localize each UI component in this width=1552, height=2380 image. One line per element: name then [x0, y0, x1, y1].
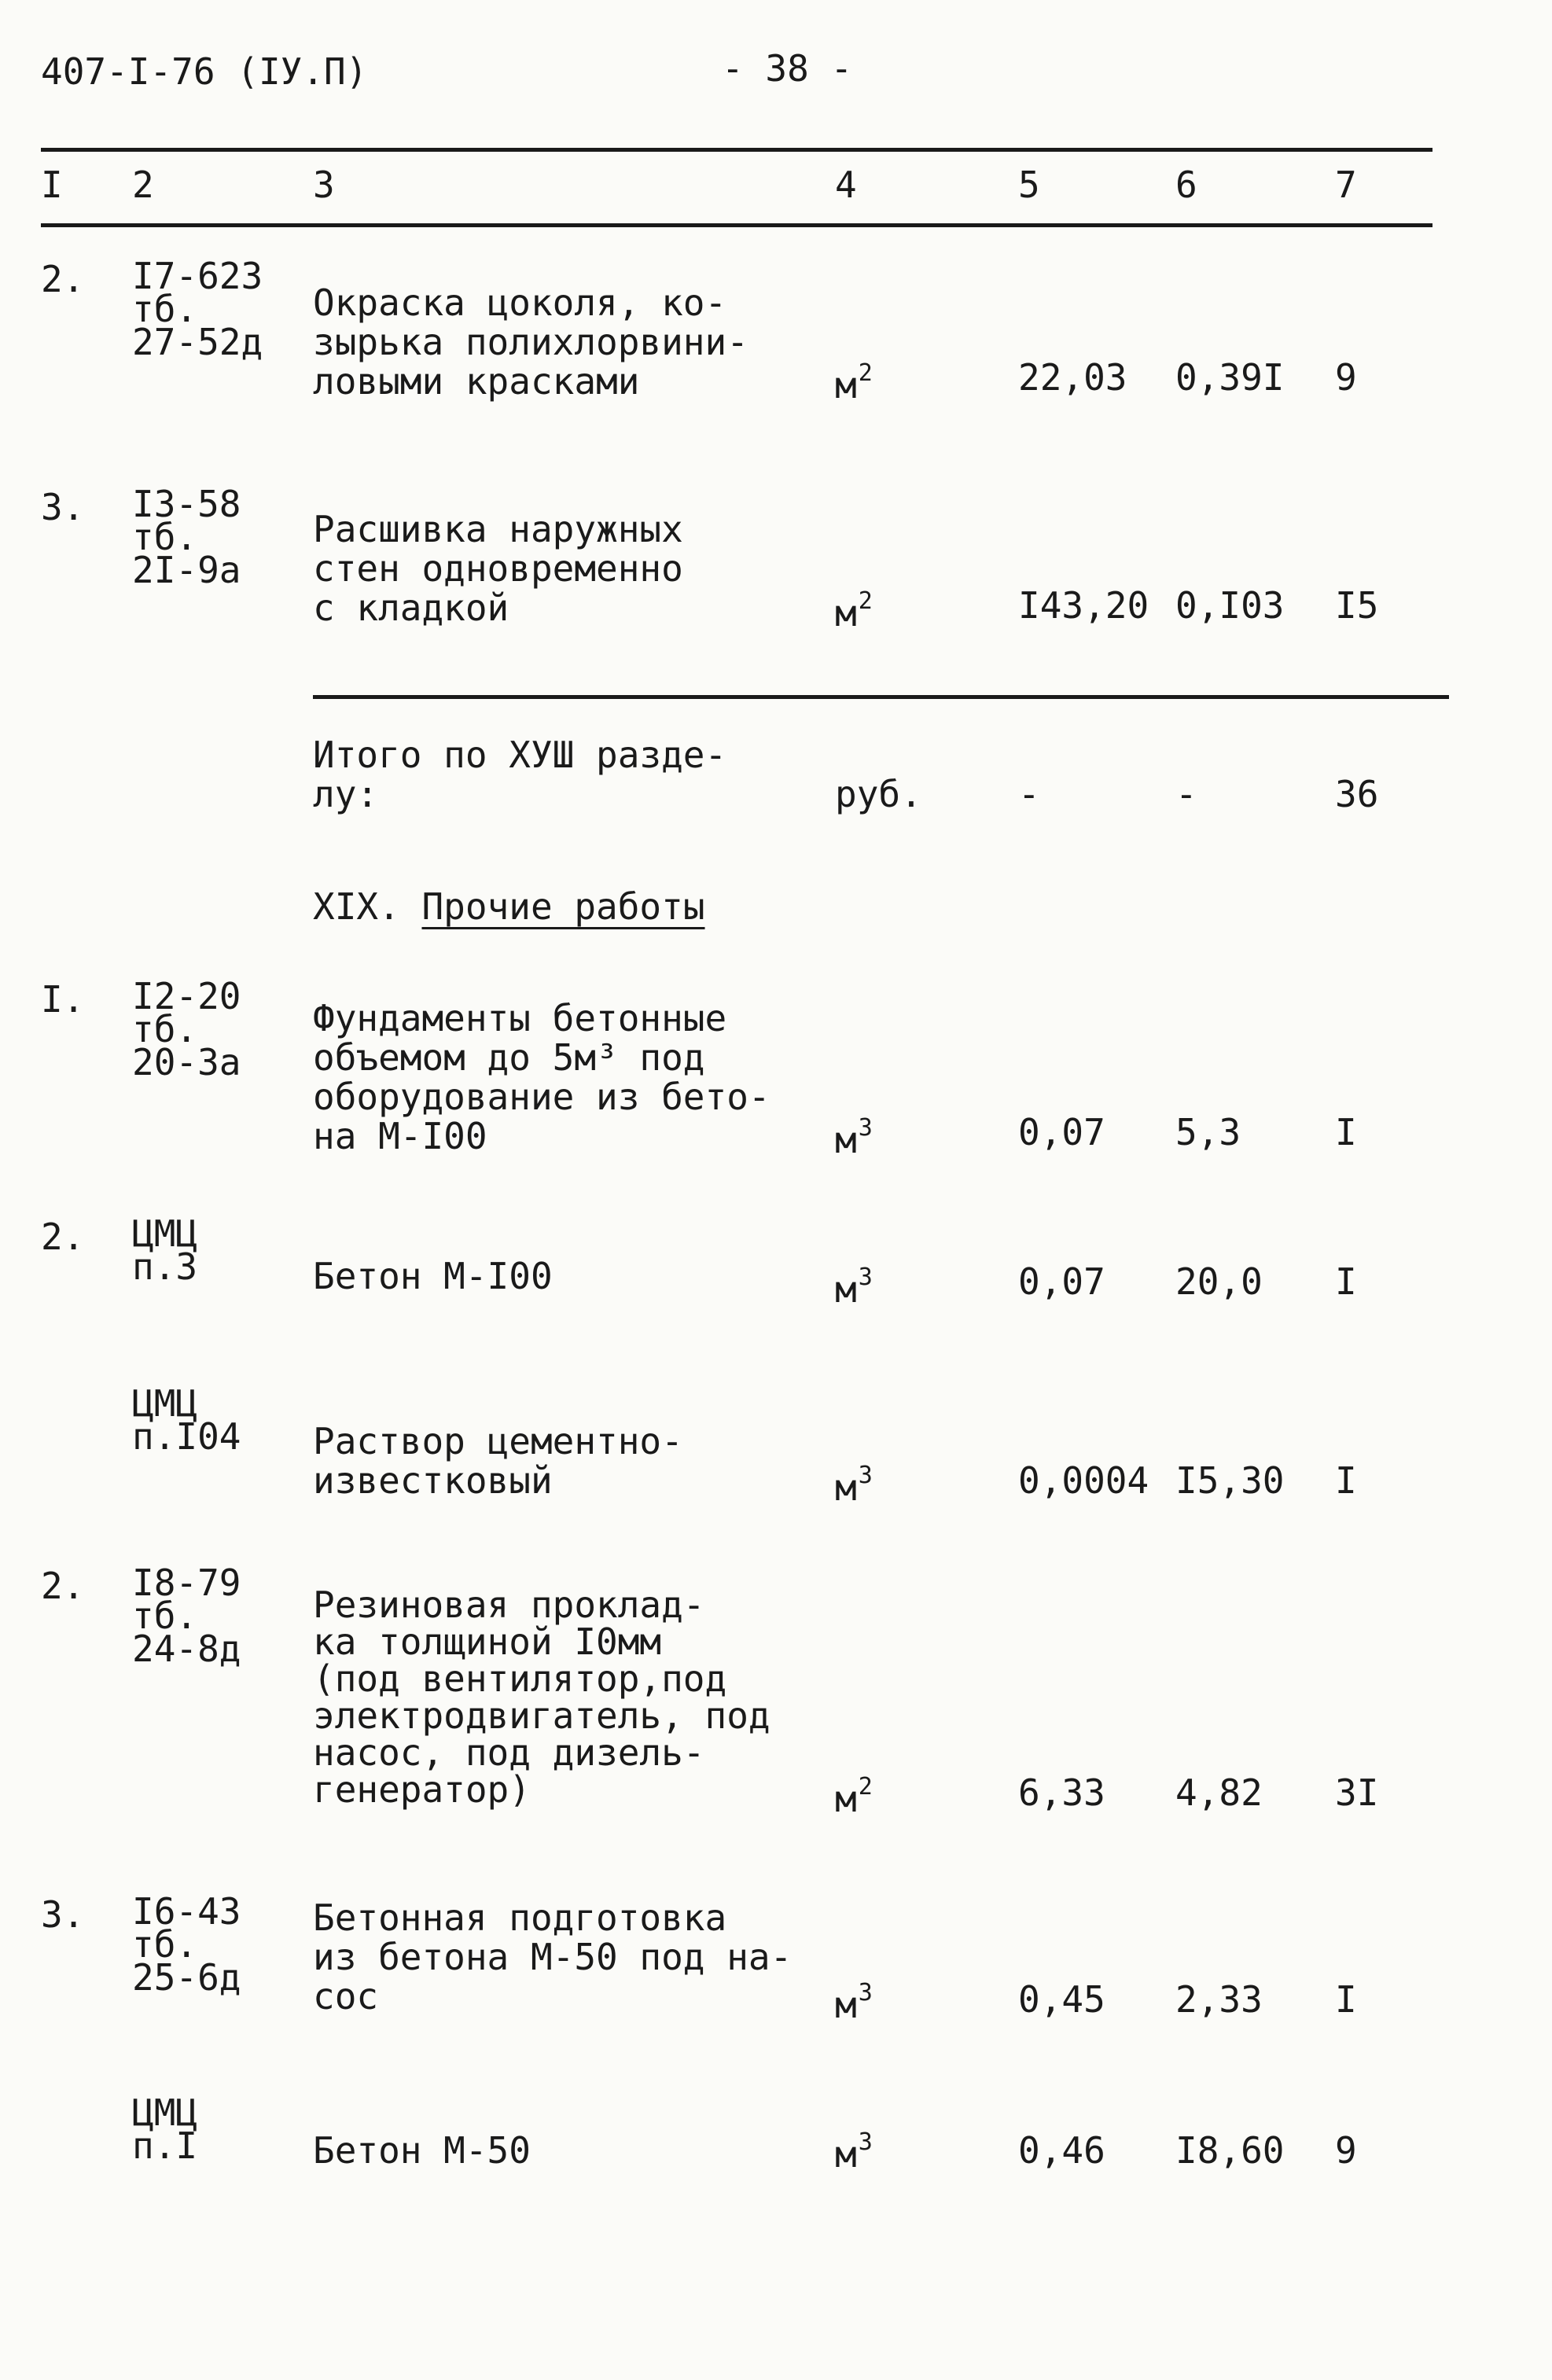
unit-price: 0,I03 [1175, 584, 1285, 627]
quantity: 22,03 [1018, 356, 1127, 399]
row-number: 2. [41, 1216, 85, 1258]
column-header-6: 6 [1175, 164, 1197, 206]
row-number: 3. [41, 486, 85, 528]
unit: $м^3$ [835, 1979, 873, 2026]
norm-code: I7-623 тб. 27-52д [132, 255, 263, 363]
unit: $м^2$ [835, 587, 873, 635]
column-header-5: 5 [1018, 164, 1040, 206]
column-header-4: 4 [835, 164, 857, 206]
work-description: Бетонная подготовка из бетона М-50 под на- сос [313, 1896, 793, 2018]
unit-price: I8,60 [1175, 2129, 1285, 2172]
column-header-1: I [41, 164, 63, 206]
work-description: Резиновая проклад- ка толщиной I0мм (под вентилятор,под электродвигатель, под насос, под дизель- генератор) [313, 1584, 770, 1811]
subtotal-price: - [1175, 773, 1197, 815]
subtotal-total: 36 [1335, 773, 1379, 815]
row-number: 2. [41, 1565, 85, 1607]
unit-price: 2,33 [1175, 1978, 1263, 2021]
unit: $м^2$ [835, 359, 873, 406]
section-number: XIX. [313, 885, 400, 928]
total-cost: I [1335, 1459, 1357, 1502]
work-description: Бетон М-I00 [313, 1255, 553, 1297]
unit-price: 20,0 [1175, 1260, 1263, 1303]
unit: $м^3$ [835, 1264, 873, 1311]
total-cost: I [1335, 1978, 1357, 2021]
norm-code: ЦМЦ п.3 [132, 1212, 198, 1288]
norm-code: ЦМЦ п.I04 [132, 1382, 241, 1458]
unit-price: 5,3 [1175, 1111, 1241, 1153]
total-cost: 3I [1335, 1771, 1379, 1814]
table-header-rule [41, 223, 1432, 227]
column-header-3: 3 [313, 164, 335, 206]
norm-code: I6-43 тб. 25-6д [132, 1890, 241, 1999]
quantity: 0,07 [1018, 1111, 1105, 1153]
quantity: 0,0004 [1018, 1459, 1149, 1502]
table-top-rule [41, 148, 1432, 152]
norm-code: I3-58 тб. 2I-9а [132, 483, 241, 591]
norm-code: I2-20 тб. 20-3а [132, 975, 241, 1083]
subtotal-quantity: - [1018, 773, 1040, 815]
quantity: 0,45 [1018, 1978, 1105, 2021]
unit-price: 0,39I [1175, 356, 1285, 399]
page-number: - 38 - [722, 47, 853, 90]
total-cost: 9 [1335, 2129, 1357, 2172]
unit: $м^3$ [835, 2128, 873, 2176]
section-heading [313, 887, 705, 926]
work-description: Бетон М-50 [313, 2129, 531, 2172]
quantity: 0,46 [1018, 2129, 1105, 2172]
unit-price: I5,30 [1175, 1459, 1285, 1502]
subtotal-rule [313, 695, 1449, 699]
document-code: 407-I-76 (IУ.П) [41, 50, 368, 93]
total-cost: I [1335, 1260, 1357, 1303]
work-description: Окраска цоколя, ко- зырька полихлорвини- ловыми красками [313, 281, 748, 403]
unit-price: 4,82 [1175, 1771, 1263, 1814]
column-header-7: 7 [1335, 164, 1357, 206]
total-cost: 9 [1335, 356, 1357, 399]
quantity: I43,20 [1018, 584, 1149, 627]
total-cost: I [1335, 1111, 1357, 1153]
subtotal-label: Итого по ХУШ разде- лу: [313, 734, 727, 815]
unit: $м^3$ [835, 1462, 873, 1509]
norm-code: ЦМЦ п.I [132, 2091, 198, 2167]
unit: $м^3$ [835, 1114, 873, 1161]
total-cost: I5 [1335, 584, 1379, 627]
work-description: Фундаменты бетонные объемом до 5м³ под оборудование из бето- на М-I00 [313, 997, 770, 1157]
quantity: 0,07 [1018, 1260, 1105, 1303]
subtotal-unit: руб. [835, 773, 922, 815]
unit: $м^2$ [835, 1773, 873, 1820]
row-number: 3. [41, 1893, 85, 1936]
column-header-2: 2 [132, 164, 154, 206]
section-title: Прочие работы [421, 885, 705, 928]
work-description: Расшивка наружных стен одновременно с кладкой [313, 508, 683, 629]
norm-code: I8-79 тб. 24-8д [132, 1562, 241, 1670]
row-number: I. [41, 978, 85, 1021]
row-number: 2. [41, 258, 85, 300]
quantity: 6,33 [1018, 1771, 1105, 1814]
work-description: Раствор цементно- известковый [313, 1420, 683, 1502]
